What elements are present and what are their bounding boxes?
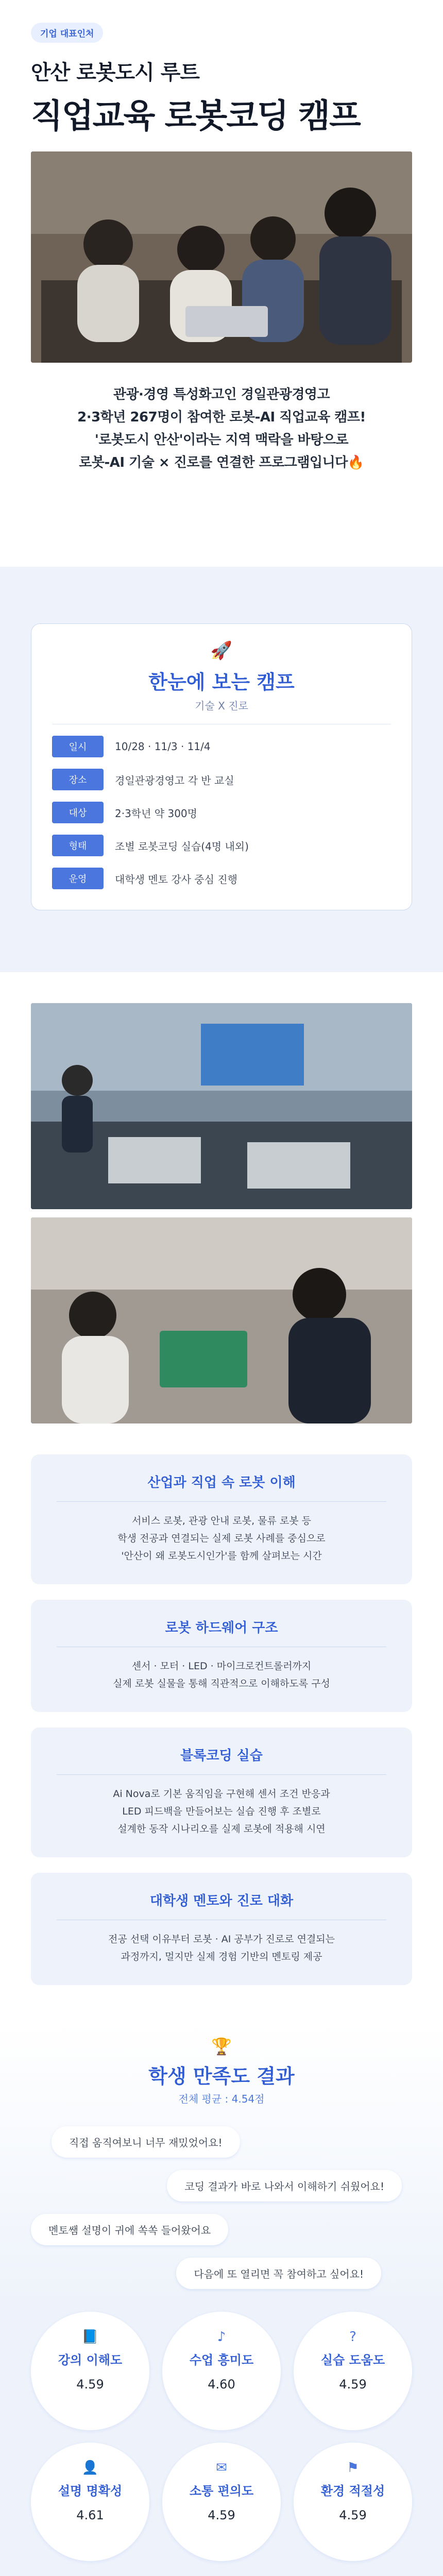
- program-desc-line: '안산이 왜 로봇도시인가'를 함께 살펴보는 시간: [121, 1550, 322, 1562]
- info-value: 10/28 · 11/3 · 11/4: [115, 740, 211, 753]
- students-illustration: [31, 1217, 412, 1423]
- stat-label: 환경 적절성: [320, 2484, 385, 2498]
- trophy-icon: 🏆: [211, 2037, 232, 2056]
- intro-line: 로봇-AI 기술 × 진로를 연결한 프로그램입니다🔥: [79, 455, 364, 470]
- program-divider: [57, 1774, 386, 1775]
- program-desc-line: 센서 · 모터 · LED · 마이크로컨트롤러까지: [131, 1660, 312, 1672]
- stat-value: 4.59: [339, 2377, 367, 2392]
- category-tag: 기업 대표인처: [31, 23, 103, 43]
- hero-subtitle: 안산 로봇도시 루트: [31, 61, 199, 84]
- info-value: 조별 로봇코딩 실습(4명 내외): [115, 840, 249, 853]
- intro-text: [31, 383, 412, 474]
- program-section: [0, 1423, 443, 2021]
- stat-label: 소통 편의도: [189, 2484, 254, 2498]
- program-desc-line: 전공 선택 이유부터 로봇 · AI 공부가 진로로 연결되는: [108, 1934, 335, 1945]
- stat-circle: [294, 2312, 412, 2430]
- comment-bubble: 직접 움직여보니 너무 재밌었어요!: [52, 2126, 240, 2158]
- program-desc: [52, 1512, 391, 1565]
- info-row: [52, 736, 391, 757]
- students-photo: [31, 1217, 412, 1423]
- program-card: [31, 1454, 412, 1584]
- satisfaction-header: [31, 2037, 412, 2106]
- overview-card: [31, 623, 412, 910]
- info-value: 대학생 멘토 강사 중심 진행: [115, 873, 237, 886]
- stat-circle: [31, 2443, 149, 2561]
- program-desc-line: 과정까지, 멀지만 실제 경험 기반의 멘토링 제공: [121, 1951, 322, 1962]
- stat-circle: [162, 2443, 281, 2561]
- overview-subtitle: 기술 X 진로: [195, 700, 248, 712]
- stat-label: 실습 도움도: [320, 2353, 385, 2367]
- program-desc: [52, 1930, 391, 1965]
- stat-circle: [31, 2312, 149, 2430]
- info-row: [52, 769, 391, 790]
- stat-value: 4.59: [208, 2508, 235, 2522]
- satisfaction-average: 전체 평균 : 4.54점: [178, 2093, 265, 2105]
- rocket-icon: 🚀: [210, 640, 233, 661]
- stat-value: 4.60: [208, 2377, 235, 2392]
- classroom-illustration: [31, 1003, 412, 1209]
- stat-label: 강의 이해도: [58, 2353, 123, 2367]
- classroom-photo: [31, 1003, 412, 1209]
- comment-bubble: 멘토쌤 설명이 귀에 쏙쏙 들어왔어요: [31, 2214, 228, 2245]
- stat-value: 4.59: [76, 2377, 104, 2392]
- info-row: [52, 868, 391, 889]
- info-row: [52, 835, 391, 856]
- program-desc: [52, 1657, 391, 1692]
- satisfaction-title: 학생 만족도 결과: [148, 2065, 295, 2088]
- hero-photo-illustration: [31, 151, 412, 363]
- stat-label: 설명 명확성: [58, 2484, 123, 2498]
- help-icon: ?: [349, 2329, 356, 2345]
- stat-circle: [294, 2443, 412, 2561]
- info-value: 경일관광경영고 각 반 교실: [115, 774, 234, 787]
- program-title: 로봇 하드웨어 구조: [165, 1620, 278, 1636]
- intro-line: 관광·경영 특성화고인 경일관광경영고: [113, 387, 330, 402]
- program-card: [31, 1600, 412, 1712]
- stat-circle: [162, 2312, 281, 2430]
- hero-photo: [31, 151, 412, 363]
- stat-label: 수업 흥미도: [189, 2353, 254, 2367]
- person-icon: 👤: [81, 2460, 99, 2476]
- overview-header: [52, 624, 391, 724]
- info-key: 일시: [52, 736, 104, 757]
- info-key: 형태: [52, 835, 104, 856]
- comment-bubble: 다음에 또 열리면 꼭 참여하고 싶어요!: [176, 2258, 381, 2289]
- overview-title: 한눈에 보는 캠프: [148, 671, 295, 693]
- music-icon: ♪: [217, 2329, 226, 2345]
- stat-value: 4.61: [76, 2508, 104, 2522]
- satisfaction-section: [0, 2021, 443, 2576]
- comment-bubble: 코딩 결과가 바로 나와서 이해하기 쉬웠어요!: [167, 2170, 402, 2201]
- hero-section: [0, 0, 443, 495]
- intro-line: '로봇도시 안산'이라는 지역 맥락을 바탕으로: [94, 432, 349, 448]
- intro-line: 2·3학년 267명이 참여한 로봇-AI 직업교육 캠프!: [77, 410, 366, 425]
- program-desc-line: 학생 전공과 연결되는 실제 로봇 사례를 중심으로: [117, 1533, 326, 1544]
- program-divider: [57, 1501, 386, 1502]
- info-key: 운영: [52, 868, 104, 889]
- overview-section: [0, 567, 443, 972]
- program-desc-line: 설계한 동작 시나리오를 실제 로봇에 적용해 시연: [117, 1823, 326, 1835]
- chat-icon: ✉: [216, 2460, 227, 2476]
- program-title: 대학생 멘토와 진로 대화: [149, 1893, 294, 1909]
- info-row: [52, 802, 391, 823]
- info-key: 장소: [52, 769, 104, 790]
- stat-value: 4.59: [339, 2508, 367, 2522]
- program-card: [31, 1873, 412, 1985]
- info-key: 대상: [52, 802, 104, 823]
- program-desc-line: Ai Nova로 기본 움직임을 구현해 센서 조건 반응과: [113, 1788, 330, 1800]
- program-desc-line: 서비스 로봇, 관광 안내 로봇, 물류 로봇 등: [131, 1515, 312, 1527]
- program-desc-line: LED 피드백을 만들어보는 실습 진행 후 조별로: [122, 1806, 321, 1817]
- book-icon: 📘: [81, 2329, 99, 2345]
- comment-bubbles: [31, 2126, 412, 2307]
- stat-grid: [31, 2312, 412, 2573]
- program-card: [31, 1727, 412, 1857]
- program-desc: [52, 1785, 391, 1838]
- photo-section: [0, 972, 443, 1423]
- hero-title: 직업교육 로봇코딩 캠프: [31, 97, 360, 135]
- program-title: 산업과 직업 속 로봇 이해: [147, 1475, 296, 1490]
- program-title: 블록코딩 실습: [180, 1748, 263, 1764]
- flag-icon: ⚑: [347, 2460, 359, 2476]
- info-value: 2·3학년 약 300명: [115, 807, 197, 820]
- program-desc-line: 실제 로봇 실물을 통해 직관적으로 이해하도록 구성: [113, 1678, 330, 1689]
